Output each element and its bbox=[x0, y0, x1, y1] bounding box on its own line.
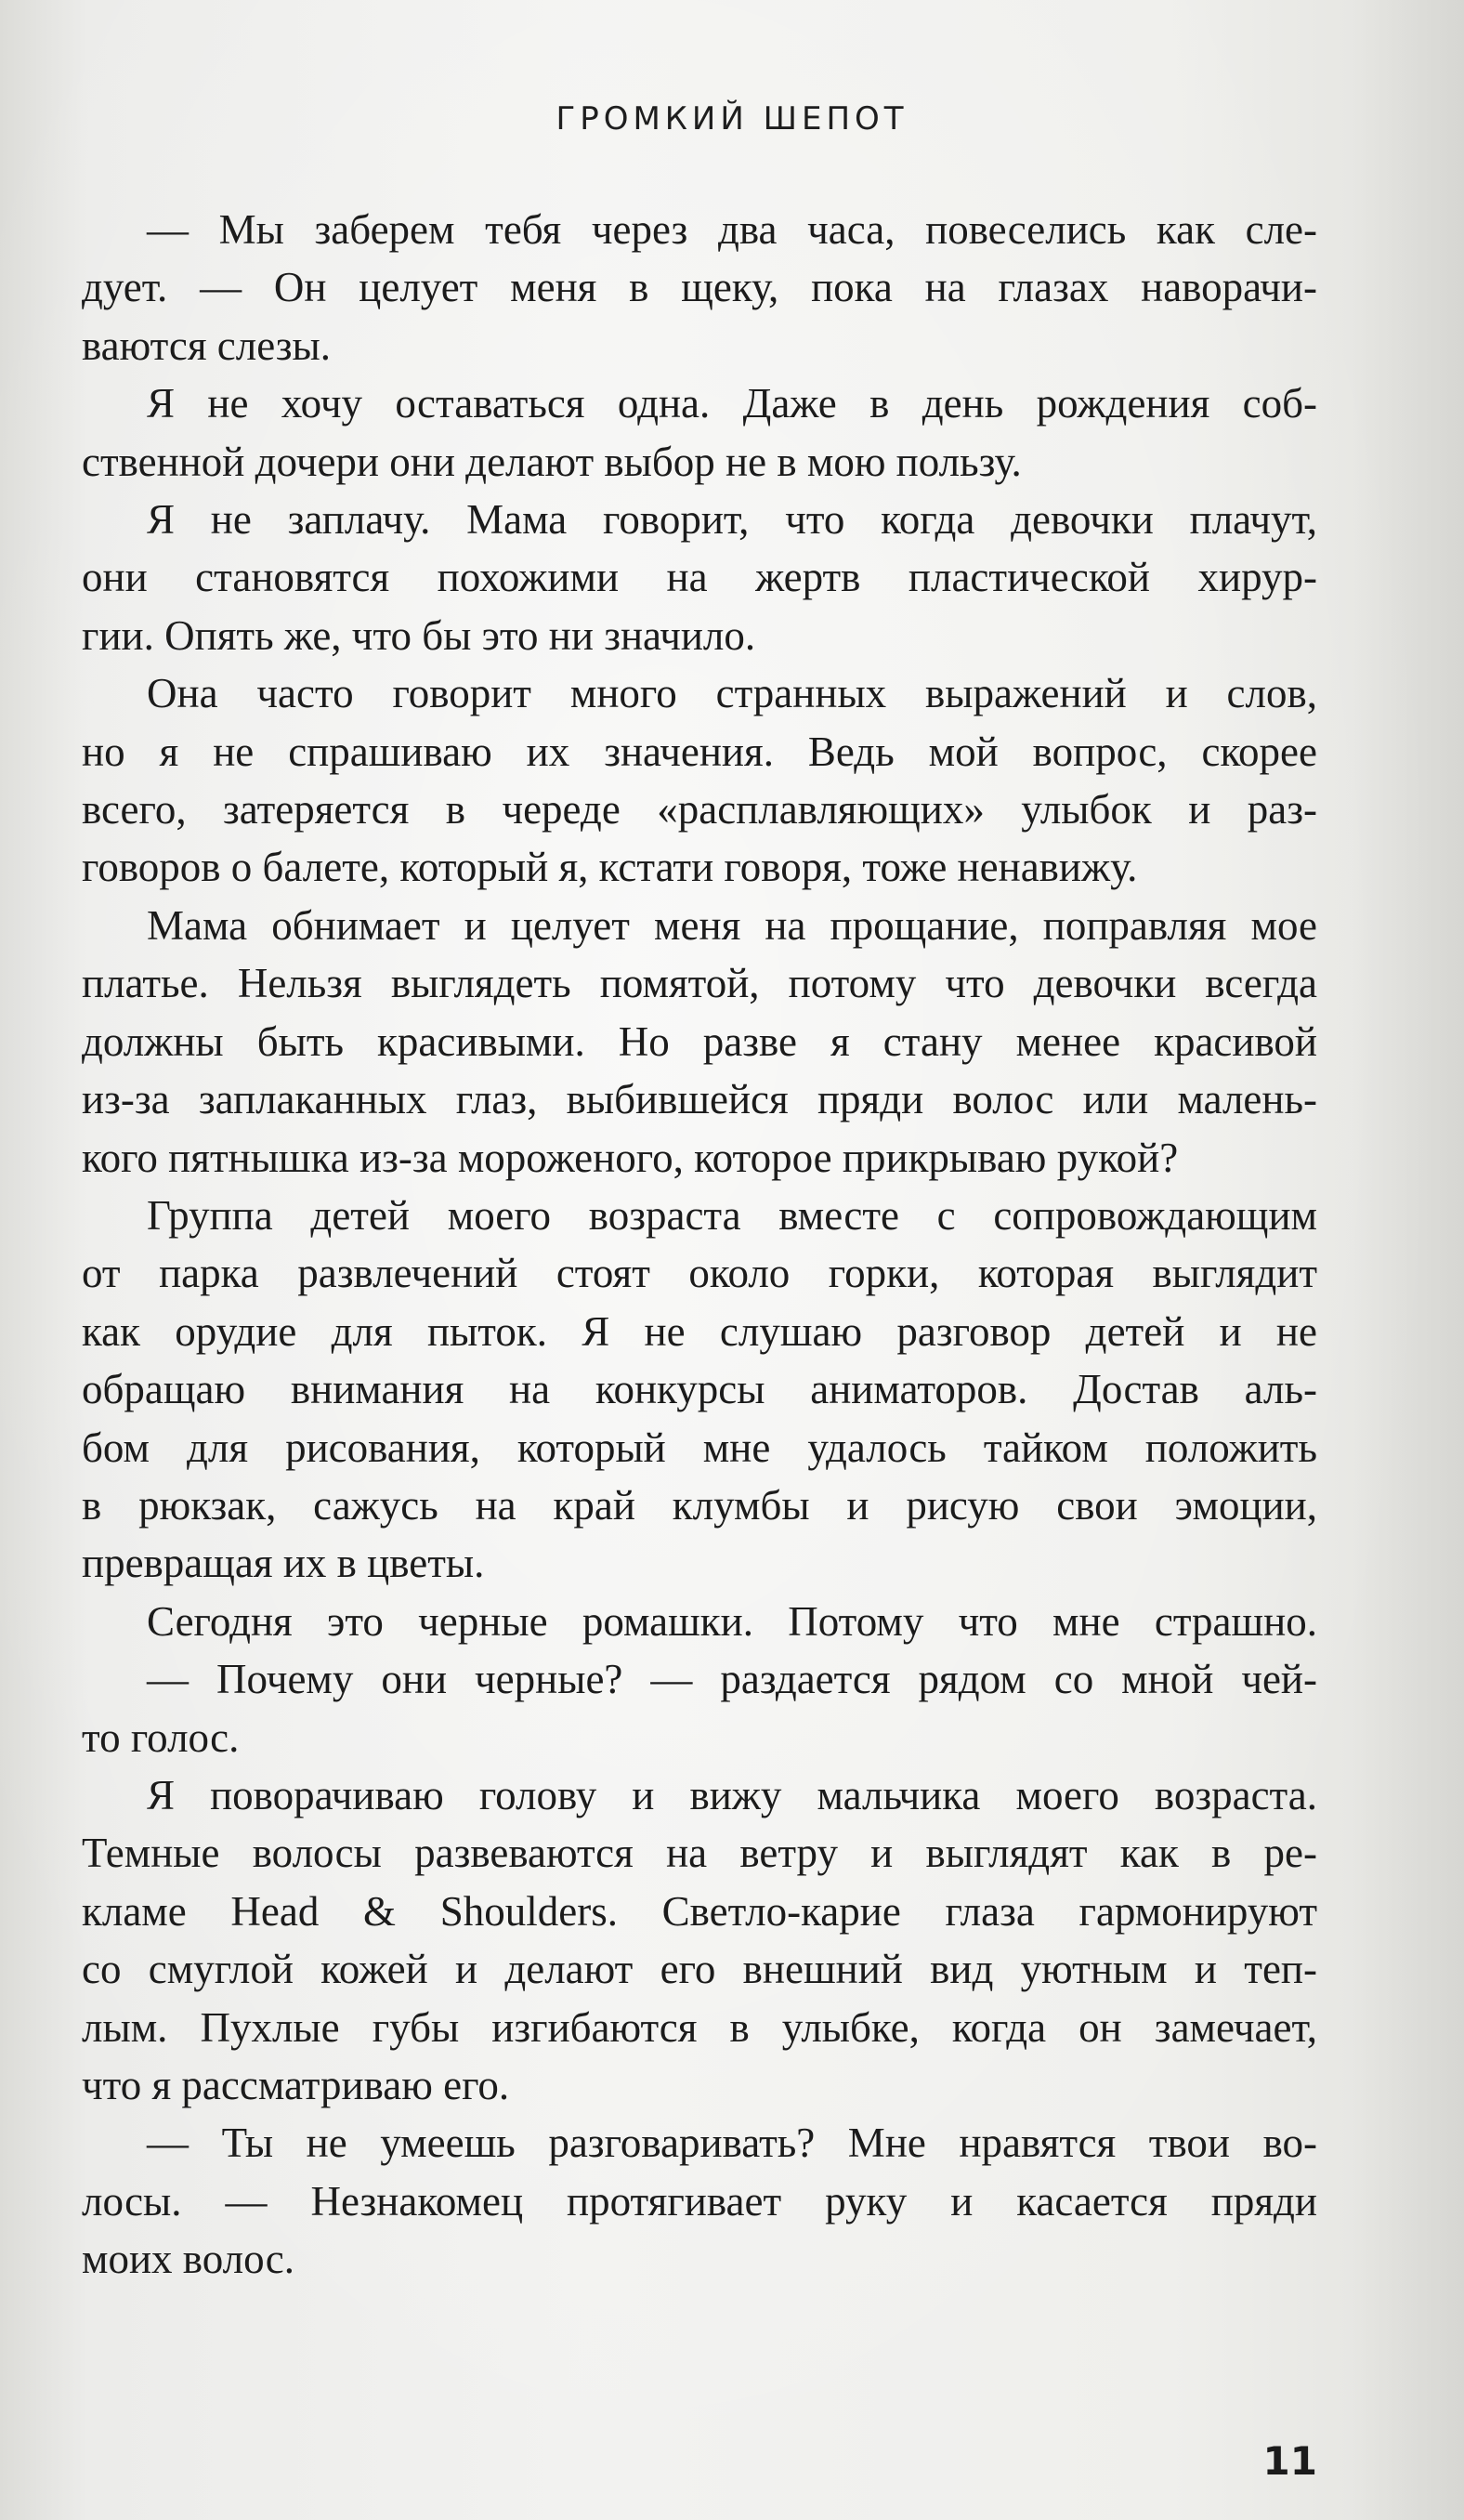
text-line: Группа детей моего возраста вместе с сопровождающим bbox=[147, 1191, 1317, 1239]
text-line: со смуглой кожей и делают его внешний вид уютным и теп- bbox=[82, 1946, 1317, 1993]
text-line: от парка развлечений стоят около горки, которая выглядит bbox=[82, 1250, 1317, 1297]
text-line: бом для рисования, который мне удалось тайком положить bbox=[82, 1424, 1317, 1471]
text-line: кламе Head & Shoulders. Светло-карие глаза гармонируют bbox=[82, 1887, 1317, 1935]
text-line: говоров о балете, который я, кстати говоря, тоже ненавижу. bbox=[82, 844, 1138, 891]
text-line: лым. Пухлые губы изгибаются в улыбке, когда он замечает, bbox=[82, 2003, 1317, 2051]
text-line: Сегодня это черные ромашки. Потому что мне страшно. bbox=[147, 1597, 1317, 1645]
text-line: Я поворачиваю голову и вижу мальчика моего возраста. bbox=[147, 1771, 1317, 1818]
running-head: ГРОМКИЙ ШЕПОТ bbox=[556, 100, 908, 138]
text-line: Темные волосы развеваются на ветру и выглядят как в ре- bbox=[82, 1830, 1317, 1877]
text-line: платье. Нельзя выглядеть помятой, потому что девочки всегда bbox=[82, 960, 1317, 1007]
text-line: кого пятнышка из-за мороженого, которое прикрываю рукой? bbox=[82, 1134, 1179, 1181]
text-line: в рюкзак, сажусь на край клумбы и рисую свои эмоции, bbox=[82, 1481, 1317, 1529]
text-line: лосы. — Незнакомец протягивает руку и касается пряди bbox=[82, 2177, 1317, 2225]
text-line: Она часто говорит много странных выражений и слов, bbox=[147, 670, 1317, 717]
text-line: Я не заплачу. Мама говорит, что когда девочки плачут, bbox=[147, 496, 1317, 544]
text-line: всего, затеряется в череде «расплавляющих» улыбок и раз- bbox=[82, 786, 1317, 833]
text-line: — Мы заберем тебя через два часа, повеселись как сле- bbox=[147, 206, 1317, 253]
text-line: Мама обнимает и целует меня на прощание, поправляя мое bbox=[147, 901, 1317, 949]
page-shadow bbox=[1353, 0, 1464, 2520]
text-line: Я не хочу оставаться одна. Даже в день рождения соб- bbox=[147, 380, 1317, 427]
text-line: гии. Опять же, что бы это ни значило. bbox=[82, 611, 756, 659]
text-line: дует. — Он целует меня в щеку, пока на глазах наворачи- bbox=[82, 264, 1317, 311]
text-line: ваются слезы. bbox=[82, 322, 332, 369]
text-line: — Почему они черные? — раздается рядом со мной чей- bbox=[147, 1656, 1317, 1703]
text-line: должны быть красивыми. Но разве я стану менее красивой bbox=[82, 1017, 1317, 1065]
body-text bbox=[82, 201, 1317, 2289]
text-line: как орудие для пыток. Я не слушаю разговор детей и не bbox=[82, 1307, 1317, 1355]
text-line: что я рассматриваю его. bbox=[82, 2062, 510, 2108]
page-number: 11 bbox=[1262, 2438, 1317, 2484]
text-line: из-за заплаканных глаз, выбившейся пряди волос или малень- bbox=[82, 1076, 1317, 1123]
text-line: обращаю внимания на конкурсы аниматоров. Достав аль- bbox=[82, 1366, 1317, 1413]
text-line: они становятся похожими на жертв пластической хирур- bbox=[82, 554, 1317, 601]
text-line: но я не спрашиваю их значения. Ведь мой вопрос, скорее bbox=[82, 728, 1317, 775]
text-line: превращая их в цветы. bbox=[82, 1540, 485, 1587]
text-line: ственной дочери они делают выбор не в мою пользу. bbox=[82, 438, 1022, 485]
text-line: моих волос. bbox=[82, 2236, 294, 2283]
text-line: то голос. bbox=[82, 1713, 240, 1761]
text-line: — Ты не умеешь разговаривать? Мне нравятся твои во- bbox=[147, 2120, 1317, 2167]
